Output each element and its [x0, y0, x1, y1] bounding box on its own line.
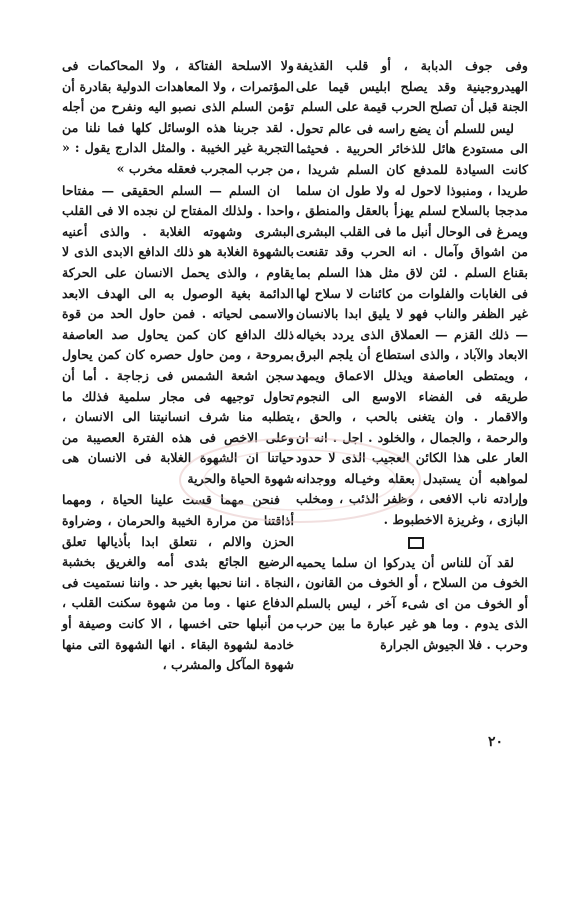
- paragraph: لقد آن للناس أن يدركوا ان سلما يحميه الخوف من السلاح ، أو الخوف من القانون ، أو الخوف من اى شىء آخر ، ليس بالسلم الذى يدوم . وما هو غير عبارة ما بين حرب وحرب . فلا الجيوش الجرارة: [296, 554, 528, 653]
- section-separator: [408, 537, 424, 549]
- left-text-column: [62, 56, 294, 676]
- paragraph: وفى جوف الدبابة ، أو قلب القذيفة الهيدروجينية وقد يصلح ابليس قيما على الجنة قبل أن تصلح الحرب قيمة على السلم: [296, 58, 528, 115]
- paragraph: ولا الاسلحة الفتاكة ، ولا المحاكمات فى المؤتمرات ، ولا المعاهدات الدولية بقادرة أن تؤمن السلم الذى نصبو اليه ونفرح من أجله . لقد جربنا هذه الوسائل كلها فما نلنا من التجربة غير الخيبة . والمثل الدارج يقول : « من جرب المجرب فعقله مخرب »: [62, 58, 294, 176]
- paragraph: ان السلم — السلم الحقيقى — مفتاحا واحدا . ولذلك المفتاح لن نجده الا فى القلب البشرى وشهوته الغلابة . والذى أعنيه بالشهوة الغلابة هو ذلك الدافع الابدى الذى لا يقاوم ، والذى يحمل الانسان على الحركة الدائمة بغية الوصول به الى الهدف الابعد والاسمى لحياته . فمن حاول الحد من قوة ذلك الدافع كان كمن يحاول صد العاصفة بمروحة ، ومن حاول حصره كان كمن يحاول سجن اشعة الشمس فى زجاجة . أما أن تحاول توجيهه فى مجار سلمية فذلك ما يتطلبه منا شرف انسانيتنا الى الانسان ، وعلى الاخص فى هذه الفترة العصيبة من حياتنا ان الشهوة الغلابة فى الانسان هى شهوة الحياة والحرية: [62, 182, 294, 486]
- paragraph: فنحن مهما قست علينا الحياة ، ومهما أذاقتنا من مرارة الخيبة والحرمان ، وضراوة الحزن والالم ، نتعلق ابدا بأذيالها تعلق الرضيع الجائع بثدى أمه والغريق بخشبة النجاة . اننا نحبها بغير حد . واننا نستميت فى الدفاع عنها . وما من شهوة سكنت القلب ، من أنبلها حتى اخسها ، الا كانت وصيفة أو خادمة لشهوة البقاء . انها الشهوة التى منها شهوة المآكل والمشرب ،: [62, 492, 294, 673]
- paragraph: ليس للسلم أن يضع راسه فى عالم تحول الى مستودع هائل للذخائر الحربية . فحيثما كانت السيادة للمدفع كان السلم شريدا ، طريدا ، ومنبوذا لاحول له ولا طول ان سلما مدججا بالسلاح لسلم يهزأ بالعقل والمنطق ، ويمرغ فى الوحال أنبل ما فى القلب البشرى من اشواق وآمال . انه الحرب وقد تقنعت بقناع السلم . لئن لاق مثل هذا السلم بما فى الغابات والفلوات من كائنات لا سلاح لها غير الظفر والناب فهو لا يليق ابدا بالانسان — ذلك القزم — العملاق الذى يردد بخياله الابعاد والآباد ، والذى استطاع أن يلجم البرق ، ويمتطى العاصفة ويذلل الاعماق ويمهد طريقه فى الفضاء الاوسع الى النجوم والاقمار . وان يتغنى بالحب ، والحق ، والرحمة ، والجمال ، والخلود . اجل . انه ان العار على هذا الكائن العجيب الذى لا حدود لمواهبه أن يستبدل بعقله وخيـاله ووجدانه وإرادته ناب الافعى ، وظفر الذئب ، ومخلب البازى ، وغريزة الاخطبوط .: [296, 120, 528, 528]
- right-text-column: [296, 56, 528, 656]
- page-number: ٢٠: [488, 734, 504, 750]
